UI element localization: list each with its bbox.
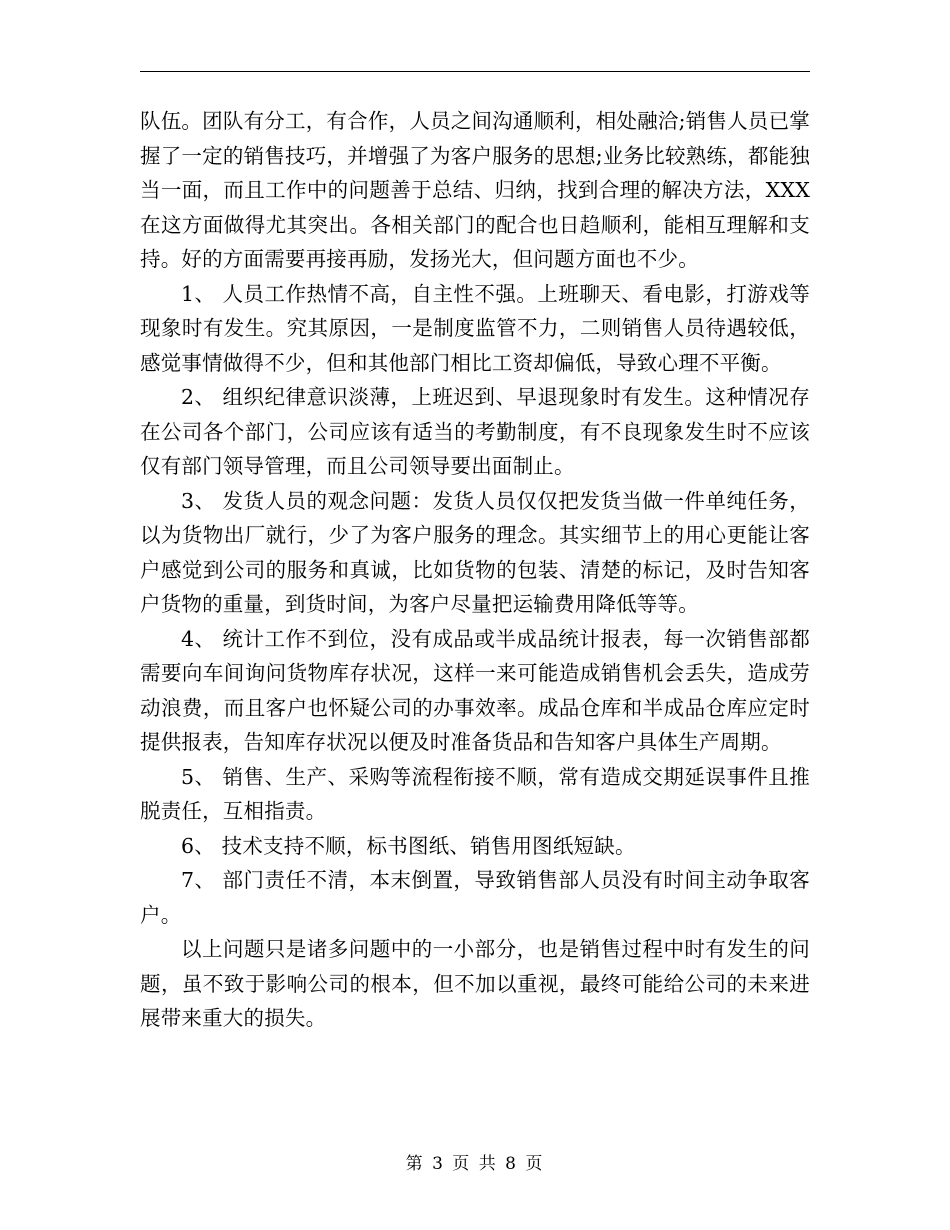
paragraph-conclusion: 以上问题只是诸多问题中的一小部分，也是销售过程中时有发生的问题，虽不致于影响公司的根本，但不加以重视，最终可能给公司的未来进展带来重大的损失。 [140, 937, 810, 1030]
paragraph-item-6: 6、 技术支持不顺，标书图纸、销售用图纸短缺。 [181, 833, 636, 858]
header-rule [140, 71, 810, 72]
paragraph-item-3: 3、 发货人员的观念问题：发货人员仅仅把发货当做一件单纯任务，以为货物出厂就行，少了为客户服务的理念。其实细节上的用心更能让客户感觉到公司的服务和真诚，比如货物的包装、清楚的标记，及时告知客户货物的重量，到货时间，为客户尽量把运输费用降低等等。 [140, 488, 810, 616]
page-number-footer: 第 3 页 共 8 页 [405, 1154, 545, 1174]
paragraph-item-2: 2、 组织纪律意识淡薄，上班迟到、早退现象时有发生。这种情况存在公司各个部门，公司应该有适当的考勤制度，有不良现象发生时不应该仅有部门领导管理，而且公司领导要出面制止。 [140, 385, 810, 478]
paragraph-continuation: 队伍。团队有分工，有合作，人员之间沟通顺利，相处融洽;销售人员已掌握了一定的销售技巧，并增强了为客户服务的思想;业务比较熟练，都能独当一面，而且工作中的问题善于总结、归纳，找到合理的解决方法，XXX在这方面做得尤其突出。各相关部门的配合也日趋顺利，能相互理解和支持。好的方面需要再接再励，发扬光大，但问题方面也不少。 [140, 109, 810, 271]
paragraph-item-4: 4、 统计工作不到位，没有成品或半成品统计报表，每一次销售部都需要向车间询问货物库存状况，这样一来可能造成销售机会丢失，造成劳动浪费，而且客户也怀疑公司的办事效率。成品仓库和半成品仓库应定时提供报表，告知库存状况以便及时准备货品和告知客户具体生产周期。 [140, 626, 810, 754]
paragraph-item-5: 5、 销售、生产、采购等流程衔接不顺，常有造成交期延误事件且推脱责任，互相指责。 [140, 764, 810, 823]
paragraph-item-7: 7、 部门责任不清，本末倒置，导致销售部人员没有时间主动争取客户。 [140, 868, 810, 927]
paragraph-item-1: 1、 人员工作热情不高，自主性不强。上班聊天、看电影，打游戏等现象时有发生。究其原因，一是制度监管不力，二则销售人员待遇较低，感觉事情做得不少，但和其他部门相比工资却偏低，导致心理不平衡。 [140, 281, 810, 375]
document-body [140, 104, 810, 1036]
